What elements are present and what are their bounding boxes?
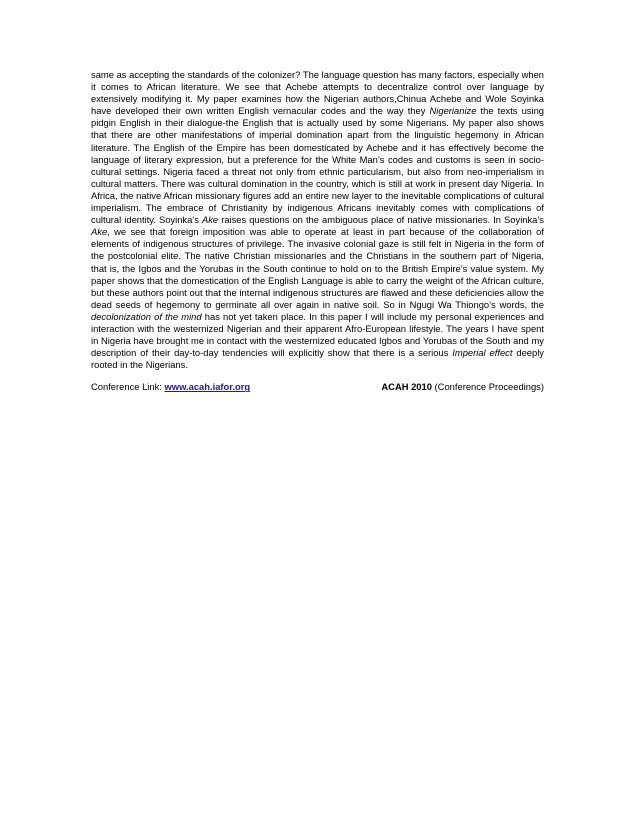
paragraph-text-3: raises questions on the ambiguous place of native missionaries. In Soyinka’s <box>218 214 544 226</box>
paragraph-text-2: the texts using pidgin English in their dialogue-the English that is actually used by some Nigerians. My paper also shows that there are other manifestations of imperial domination apart from the linguistic hegemony in African literature. The English of the Empire has been domesticated by Achebe and it has effectively become the language of literary expression, but a preference for the White Man’s codes and customs is seen in socio-cultural settings. Nigeria faced a threat not only from ethnic particularism, but also from neo-imperialism in cultural matters. There was cultural domination in the country, which is still at work in present day Nigeria. In Africa, the native African missionary figures add an entire new layer to the inevitable complications of cultural imperialism. The embrace of Christianity by indigenous Africans inevitably comes with complications of cultural identity. Soyinka’s <box>91 105 544 226</box>
document-page <box>91 69 544 393</box>
conference-proceedings <box>381 381 544 393</box>
conference-name: ACAH 2010 <box>381 381 432 393</box>
paragraph-text-4: , we see that foreign imposition was able to operate at least in part because of the collaboration of elements of indigenous structures of privilege. The invasive colonial gaze is still felt in Nigeria in the form of the postcolonial elite. The native Christian missionaries and the Christians in the southern part of Nigeria, that is, the Igbos and the Yorubas in the South continue to hold on to the British Empire’s value system. My paper shows that the domestication of the English Language is able to carry the weight of the African culture, but these authors point out that the internal indigenous structures are flawed and these deficiencies allow the dead seeds of hegemony to germinate all over again in native soil. So in Ngugi Wa Thiongo’s words, the <box>91 226 544 310</box>
paragraph-italic-decolonization: decolonization of the mind <box>91 310 202 322</box>
paragraph-text-5: has not yet taken place. In this paper I will include my personal experiences and interaction with the westernized Nigerian and their apparent Afro-European lifestyle. The years I have spent in Nigeria have brought me in contact with the westernized educated Igbos and Yorubas of the South and my description of their day-to-day tendencies will explicitly show that there is a serious <box>91 310 544 359</box>
conference-link-line <box>91 381 250 393</box>
paragraph-italic-nigerianize: Nigerianize <box>429 105 477 117</box>
paragraph-italic-imperial-effect: Imperial effect <box>452 347 513 359</box>
conference-proceedings-label: (Conference Proceedings) <box>431 381 544 393</box>
abstract-paragraph <box>91 69 544 371</box>
page-footer <box>91 381 544 393</box>
paragraph-italic-ake-2: Ake <box>91 226 108 238</box>
paragraph-italic-ake-1: Ake <box>201 214 219 226</box>
paragraph-text-1: same as accepting the standards of the colonizer? The language question has many factors, especially when it comes to African literature. We see that Achebe attempts to decentralize control over language by extensively modifying it. My paper examines how the Nigerian authors,Chinua Achebe and Wole Soyinka have developed their own written English vernacular codes and the way they <box>91 69 544 117</box>
paragraph-text-6: deeply rooted in the Nigerians. <box>91 347 544 371</box>
conference-link[interactable]: www.acah.iafor.org <box>164 381 251 393</box>
conference-link-label: Conference Link: <box>91 381 165 393</box>
